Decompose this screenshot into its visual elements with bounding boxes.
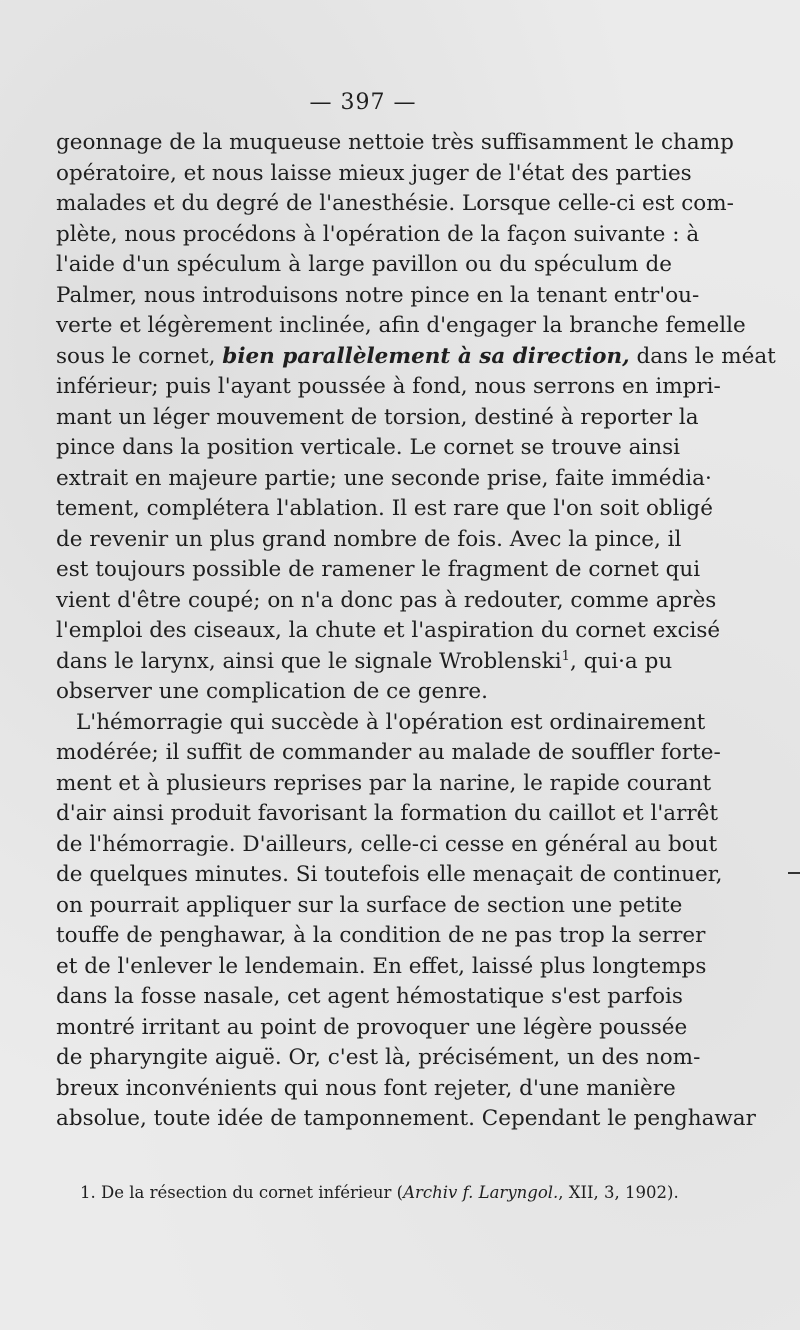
text-line: l'emploi des ciseaux, la chute et l'aspiration du cornet excisé bbox=[56, 618, 721, 643]
text-line: et de l'enlever le lendemain. En effet, laissé plus longtemps bbox=[56, 953, 707, 979]
text-line: de l'hémorragie. D'ailleurs, celle-ci cesse en général au bout bbox=[56, 831, 718, 857]
text-line: montré irritant au point de provoquer une légère poussée bbox=[56, 1014, 688, 1040]
text-run: sous le cornet, bbox=[56, 343, 216, 369]
text-line: de quelques minutes. Si toutefois elle menaçait de continuer, bbox=[56, 862, 723, 887]
text-line: observer une complication de ce genre. bbox=[56, 679, 488, 704]
text-line: verte et légèrement inclinée, afin d'engager la branche femelle bbox=[56, 313, 746, 338]
text-run: , qui·a pu bbox=[569, 648, 673, 674]
footnote-text: De la résection du cornet inférieur ( bbox=[101, 1183, 404, 1202]
text-line: L'hémorragie qui succède à l'opération est ordinairement bbox=[76, 709, 706, 735]
text-line: de pharyngite aiguë. Or, c'est là, précisément, un des nom- bbox=[56, 1045, 701, 1070]
text-line: absolue, toute idée de tamponnement. Cependant le penghawar bbox=[56, 1106, 756, 1131]
text-line: modérée; il suffit de commander au malade de souffler forte- bbox=[56, 740, 721, 765]
text-line: breux inconvénients qui nous font rejeter, d'une manière bbox=[56, 1075, 676, 1101]
text-line bbox=[56, 342, 776, 373]
text-line: plète, nous procédons à l'opération de la façon suivante : à bbox=[56, 221, 700, 247]
text-line: geonnage de la muqueuse nettoie très suffisamment le champ bbox=[56, 130, 734, 155]
footnote-journal: Archiv f. Laryngol. bbox=[403, 1183, 559, 1202]
text-run: dans le larynx, ainsi que le signale Wroblenski bbox=[56, 648, 562, 674]
text-line: d'air ainsi produit favorisant la formation du caillot et l'arrêt bbox=[56, 801, 719, 826]
text-line: vient d'être coupé; on n'a donc pas à redouter, comme après bbox=[56, 587, 717, 613]
page-number: — 397 — bbox=[309, 90, 417, 115]
footnote-reference: 1 bbox=[561, 648, 570, 664]
text-line: touffe de penghawar, à la condition de ne pas trop la serrer bbox=[56, 923, 706, 948]
text-line: tement, complétera l'ablation. Il est rare que l'on soit obligé bbox=[56, 496, 713, 521]
text-line: ment et à plusieurs reprises par la narine, le rapide courant bbox=[56, 770, 712, 796]
text-line: opératoire, et nous laisse mieux juger de l'état des parties bbox=[56, 160, 692, 186]
margin-mark bbox=[788, 872, 800, 874]
text-line: on pourrait appliquer sur la surface de section une petite bbox=[56, 892, 683, 918]
body-text bbox=[56, 128, 776, 1135]
footnote bbox=[80, 1183, 679, 1202]
text-line: inférieur; puis l'ayant poussée à fond, nous serrons en impri- bbox=[56, 374, 721, 399]
text-line: extrait en majeure partie; une seconde prise, faite immédia· bbox=[56, 465, 712, 491]
text-line: l'aide d'un spéculum à large pavillon ou du spéculum de bbox=[56, 252, 672, 277]
text-line: de revenir un plus grand nombre de fois. Avec la pince, il bbox=[56, 526, 682, 552]
text-line bbox=[56, 647, 672, 678]
text-line: est toujours possible de ramener le fragment de cornet qui bbox=[56, 557, 701, 582]
text-line: mant un léger mouvement de torsion, destiné à reporter la bbox=[56, 404, 699, 430]
emphasis-text: bien parallèlement à sa direction, bbox=[222, 343, 630, 369]
text-line: malades et du degré de l'anesthésie. Lorsque celle-ci est com- bbox=[56, 191, 734, 216]
text-run: dans le méat bbox=[636, 343, 776, 369]
text-line: dans la fosse nasale, cet agent hémostatique s'est parfois bbox=[56, 984, 683, 1009]
text-line: pince dans la position verticale. Le cornet se trouve ainsi bbox=[56, 435, 681, 460]
footnote-text: , XII, 3, 1902). bbox=[558, 1183, 679, 1202]
footnote-number: 1. bbox=[80, 1183, 96, 1202]
text-line: Palmer, nous introduisons notre pince en la tenant entr'ou- bbox=[56, 282, 700, 308]
